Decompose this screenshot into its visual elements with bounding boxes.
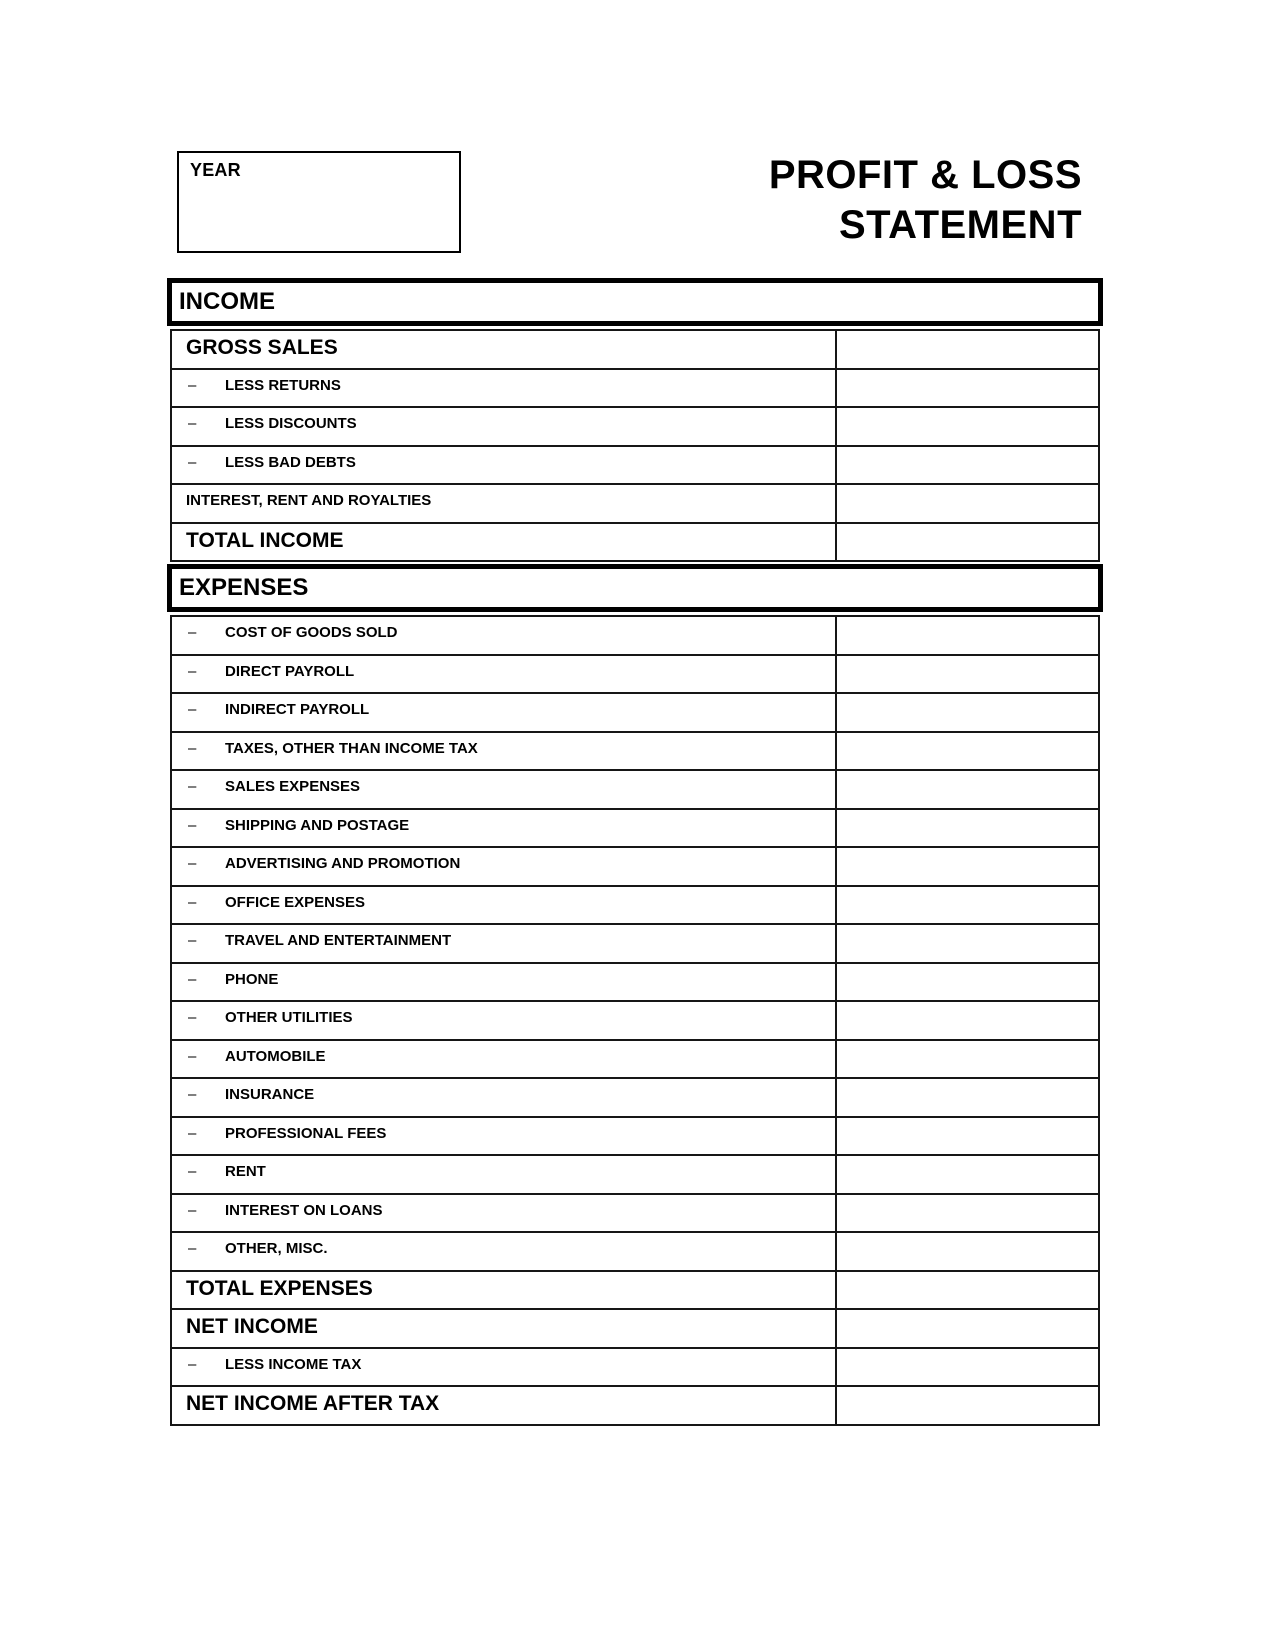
table-row xyxy=(172,771,1098,810)
row-label-cell xyxy=(172,485,837,522)
row-label: RENT xyxy=(225,1163,266,1180)
row-label: TOTAL INCOME xyxy=(186,528,344,552)
row-label: TRAVEL AND ENTERTAINMENT xyxy=(225,932,452,949)
dash-bullet: – xyxy=(188,624,197,641)
value-field[interactable] xyxy=(837,1272,1098,1309)
value-field[interactable] xyxy=(837,656,1098,693)
dash-bullet: – xyxy=(188,662,197,680)
table-row xyxy=(172,733,1098,772)
value-field[interactable] xyxy=(837,331,1098,368)
row-label-cell xyxy=(172,617,837,654)
value-field[interactable] xyxy=(837,733,1098,770)
row-label-cell xyxy=(172,331,837,368)
value-field[interactable] xyxy=(837,1156,1098,1193)
dash-bullet: – xyxy=(188,1047,197,1065)
dash-bullet: – xyxy=(188,415,197,432)
table-row xyxy=(172,1195,1098,1234)
table-row xyxy=(172,656,1098,695)
value-field[interactable] xyxy=(837,1387,1098,1424)
row-label: AUTOMOBILE xyxy=(225,1047,326,1065)
row-label: INTEREST ON LOANS xyxy=(225,1201,383,1219)
table-row xyxy=(172,485,1098,524)
table-row xyxy=(172,524,1098,563)
table-row xyxy=(172,887,1098,926)
value-field[interactable] xyxy=(837,447,1098,484)
table-row xyxy=(172,408,1098,447)
section-header-expenses xyxy=(167,564,1103,612)
row-label: NET INCOME AFTER TAX xyxy=(186,1392,440,1415)
section-header-label: EXPENSES xyxy=(179,574,309,601)
row-label: INSURANCE xyxy=(225,1086,315,1103)
value-field[interactable] xyxy=(837,1233,1098,1270)
table-row xyxy=(172,331,1098,370)
value-field[interactable] xyxy=(837,1118,1098,1155)
row-label-cell xyxy=(172,1079,837,1116)
dash-bullet: – xyxy=(188,1124,197,1142)
section-header-income xyxy=(167,278,1103,326)
row-label: OTHER UTILITIES xyxy=(225,1009,353,1026)
row-label-cell xyxy=(172,1002,837,1039)
page-title-line2: STATEMENT xyxy=(839,203,1082,247)
table-row xyxy=(172,1233,1098,1272)
table-row xyxy=(172,925,1098,964)
value-field[interactable] xyxy=(837,370,1098,407)
value-field[interactable] xyxy=(837,1310,1098,1347)
value-field[interactable] xyxy=(837,485,1098,522)
section-income xyxy=(170,278,1100,562)
row-label-cell xyxy=(172,447,837,484)
value-field[interactable] xyxy=(837,1195,1098,1232)
dash-bullet: – xyxy=(188,376,197,394)
dash-bullet: – xyxy=(188,701,197,718)
value-field[interactable] xyxy=(837,694,1098,731)
row-label-cell xyxy=(172,733,837,770)
value-field[interactable] xyxy=(837,524,1098,561)
page-title xyxy=(769,150,1082,250)
row-label: COST OF GOODS SOLD xyxy=(225,624,398,641)
table-row xyxy=(172,370,1098,409)
rows-expenses xyxy=(170,615,1100,1426)
row-label-cell xyxy=(172,1233,837,1270)
table-row xyxy=(172,848,1098,887)
dash-bullet: – xyxy=(188,893,197,911)
row-label-cell xyxy=(172,1310,837,1347)
dash-bullet: – xyxy=(188,453,197,471)
row-label: INTEREST, RENT AND ROYALTIES xyxy=(186,492,432,509)
value-field[interactable] xyxy=(837,1079,1098,1116)
table-row xyxy=(172,447,1098,486)
dash-bullet: – xyxy=(188,778,197,795)
dash-bullet: – xyxy=(188,1009,197,1026)
value-field[interactable] xyxy=(837,408,1098,445)
row-label: ADVERTISING AND PROMOTION xyxy=(225,855,461,872)
year-box[interactable] xyxy=(177,151,461,253)
value-field[interactable] xyxy=(837,1002,1098,1039)
row-label: PHONE xyxy=(225,970,279,988)
row-label: SALES EXPENSES xyxy=(225,778,361,795)
table-row xyxy=(172,810,1098,849)
section-header-label: INCOME xyxy=(179,288,275,315)
row-label: LESS RETURNS xyxy=(225,376,341,394)
dash-bullet: – xyxy=(188,1201,197,1219)
row-label-cell xyxy=(172,1041,837,1078)
pl-table xyxy=(170,278,1100,1428)
value-field[interactable] xyxy=(837,848,1098,885)
row-label-cell xyxy=(172,1156,837,1193)
row-label-cell xyxy=(172,1387,837,1424)
table-row xyxy=(172,1156,1098,1195)
table-row xyxy=(172,1349,1098,1388)
value-field[interactable] xyxy=(837,1349,1098,1386)
dash-bullet: – xyxy=(188,1163,197,1180)
dash-bullet: – xyxy=(188,1240,197,1257)
table-row xyxy=(172,1041,1098,1080)
row-label-cell xyxy=(172,1272,837,1309)
row-label-cell xyxy=(172,925,837,962)
value-field[interactable] xyxy=(837,771,1098,808)
rows-income xyxy=(170,329,1100,562)
row-label-cell xyxy=(172,887,837,924)
page-title-line1: PROFIT & LOSS xyxy=(768,153,1082,197)
row-label-cell xyxy=(172,964,837,1001)
value-field[interactable] xyxy=(837,1041,1098,1078)
value-field[interactable] xyxy=(837,810,1098,847)
row-label: PROFESSIONAL FEES xyxy=(225,1124,387,1142)
dash-bullet: – xyxy=(188,855,197,872)
row-label-cell xyxy=(172,524,837,561)
table-row xyxy=(172,617,1098,656)
row-label-cell xyxy=(172,370,837,407)
row-label-cell xyxy=(172,694,837,731)
row-label: OFFICE EXPENSES xyxy=(225,893,366,911)
row-label-cell xyxy=(172,848,837,885)
table-row xyxy=(172,1387,1098,1426)
row-label-cell xyxy=(172,1118,837,1155)
row-label: TAXES, OTHER THAN INCOME TAX xyxy=(225,739,478,757)
row-label: LESS INCOME TAX xyxy=(225,1355,362,1373)
section-expenses xyxy=(170,564,1100,1426)
dash-bullet: – xyxy=(188,1355,197,1373)
row-label: GROSS SALES xyxy=(186,336,338,359)
row-label: OTHER, MISC. xyxy=(225,1240,328,1257)
dash-bullet: – xyxy=(188,739,197,757)
dash-bullet: – xyxy=(188,970,197,988)
dash-bullet: – xyxy=(188,1086,197,1103)
row-label-cell xyxy=(172,1349,837,1386)
row-label: LESS BAD DEBTS xyxy=(225,453,356,471)
table-row xyxy=(172,1002,1098,1041)
row-label: NET INCOME xyxy=(186,1315,318,1338)
table-row xyxy=(172,1118,1098,1157)
value-field[interactable] xyxy=(837,617,1098,654)
row-label: DIRECT PAYROLL xyxy=(225,662,355,680)
value-field[interactable] xyxy=(837,887,1098,924)
row-label: TOTAL EXPENSES xyxy=(186,1276,373,1300)
table-row xyxy=(172,964,1098,1003)
table-row xyxy=(172,1310,1098,1349)
value-field[interactable] xyxy=(837,925,1098,962)
table-row xyxy=(172,694,1098,733)
row-label: SHIPPING AND POSTAGE xyxy=(225,816,410,834)
row-label-cell xyxy=(172,810,837,847)
table-row xyxy=(172,1079,1098,1118)
year-label: YEAR xyxy=(190,160,241,180)
value-field[interactable] xyxy=(837,964,1098,1001)
row-label-cell xyxy=(172,656,837,693)
dash-bullet: – xyxy=(188,816,197,834)
table-row xyxy=(172,1272,1098,1311)
dash-bullet: – xyxy=(188,932,197,949)
row-label-cell xyxy=(172,408,837,445)
row-label-cell xyxy=(172,1195,837,1232)
row-label: INDIRECT PAYROLL xyxy=(225,701,370,718)
row-label-cell xyxy=(172,771,837,808)
row-label: LESS DISCOUNTS xyxy=(225,415,357,432)
